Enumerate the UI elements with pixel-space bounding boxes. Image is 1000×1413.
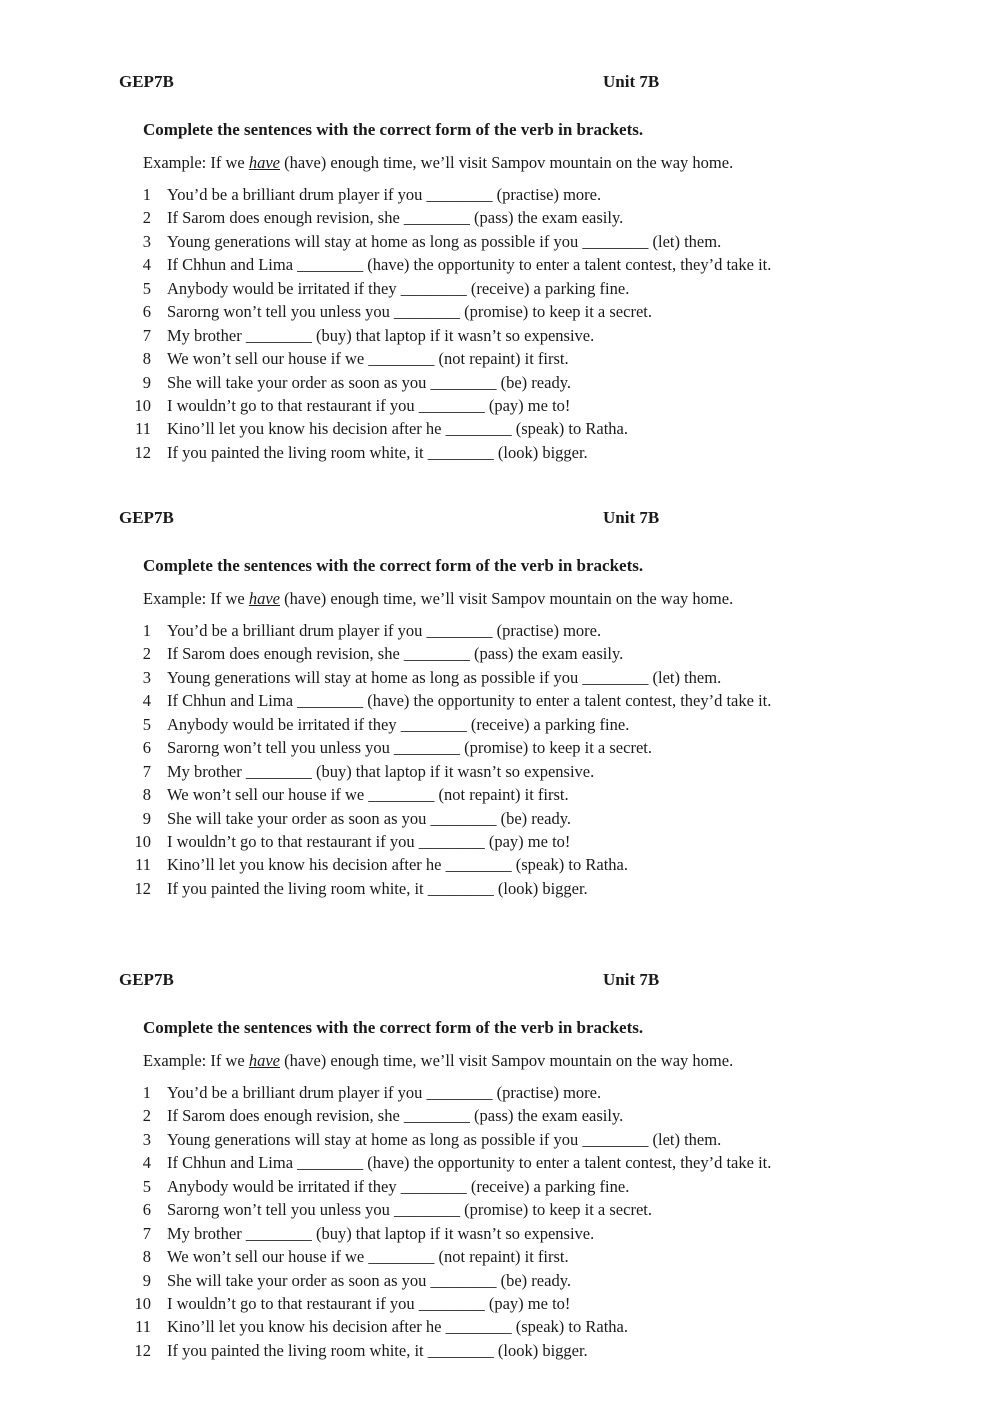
exercise-item [0,185,1000,208]
item-number: 8 [142,1247,151,1267]
exercise-item [0,208,1000,231]
example-answer: have [248,589,280,608]
course-code: GEP7B [119,72,174,91]
worksheet-2 [0,508,1000,898]
worksheet-3 [0,970,1000,1360]
worksheet-header [0,508,1000,532]
instruction: Complete the sentences with the correct form of the verb in brackets. [143,556,644,575]
item-sentence: Anybody would be irritated if they ________ (receive) a parking fine. [167,1176,630,1196]
item-number: 7 [142,1223,151,1243]
exercise-item [0,1224,1000,1247]
item-number: 3 [142,667,151,687]
item-sentence: Young generations will stay at home as long as possible if you ________ (let) them. [167,1129,722,1149]
item-number: 11 [135,855,151,875]
item-sentence: Anybody would be irritated if they ________ (receive) a parking fine. [167,714,630,734]
instruction: Complete the sentences with the correct form of the verb in brackets. [143,120,644,139]
item-sentence: If you painted the living room white, it ________ (look) bigger. [167,442,588,462]
exercise-list [0,621,1000,902]
example-before: Example: If we [143,153,249,172]
item-sentence: We won’t sell our house if we ________ (not repaint) it first. [167,349,569,369]
exercise-item [0,738,1000,761]
exercise-item [0,1247,1000,1270]
example-after: (have) enough time, we’ll visit Sampov mountain on the way home. [280,589,734,608]
item-sentence: My brother ________ (buy) that laptop if it wasn’t so expensive. [167,761,595,781]
exercise-item [0,1271,1000,1294]
item-sentence: Young generations will stay at home as long as possible if you ________ (let) them. [167,667,722,687]
item-number: 5 [142,278,151,298]
example-sentence [143,589,733,609]
item-sentence: Kino’ll let you know his decision after he ________ (speak) to Ratha. [167,1317,628,1337]
item-sentence: Sarorng won’t tell you unless you ________ (promise) to keep it a secret. [167,302,652,322]
item-sentence: She will take your order as soon as you ________ (be) ready. [167,808,572,828]
exercise-item [0,232,1000,255]
item-number: 4 [142,1153,151,1173]
exercise-item [0,832,1000,855]
worksheet-header [0,72,1000,96]
item-number: 2 [142,1106,151,1126]
item-number: 7 [142,761,151,781]
example-answer: have [248,153,280,172]
exercise-item [0,279,1000,302]
course-code: GEP7B [119,508,174,527]
exercise-item [0,762,1000,785]
item-number: 11 [135,419,151,439]
item-sentence: I wouldn’t go to that restaurant if you ________ (pay) me to! [167,831,571,851]
item-number: 1 [142,185,151,204]
exercise-item [0,443,1000,466]
exercise-item [0,326,1000,349]
item-number: 8 [142,785,151,805]
exercise-item [0,621,1000,644]
exercise-item [0,1341,1000,1364]
item-number: 3 [142,1129,151,1149]
exercise-item [0,1317,1000,1340]
exercise-item [0,419,1000,442]
exercise-item [0,785,1000,808]
item-sentence: My brother ________ (buy) that laptop if it wasn’t so expensive. [167,325,595,345]
item-sentence: Kino’ll let you know his decision after he ________ (speak) to Ratha. [167,855,628,875]
item-number: 2 [142,208,151,228]
item-sentence: Young generations will stay at home as long as possible if you ________ (let) them. [167,231,722,251]
item-number: 10 [134,1293,151,1313]
exercise-item [0,255,1000,278]
exercise-item [0,396,1000,419]
exercise-item [0,1200,1000,1223]
exercise-item [0,349,1000,372]
exercise-item [0,691,1000,714]
item-number: 10 [134,395,151,415]
item-number: 12 [134,442,151,462]
item-number: 5 [142,1176,151,1196]
exercise-item [0,1083,1000,1106]
item-sentence: If Chhun and Lima ________ (have) the opportunity to enter a talent contest, they’d take it. [167,691,772,711]
item-number: 6 [142,738,151,758]
item-number: 9 [142,1270,151,1290]
item-sentence: You’d be a brilliant drum player if you ________ (practise) more. [167,1083,602,1102]
exercise-item [0,1294,1000,1317]
worksheet-1 [0,72,1000,462]
exercise-item [0,809,1000,832]
item-number: 2 [142,644,151,664]
item-sentence: We won’t sell our house if we ________ (not repaint) it first. [167,1247,569,1267]
item-sentence: We won’t sell our house if we ________ (not repaint) it first. [167,785,569,805]
exercise-item [0,1177,1000,1200]
exercise-item [0,1106,1000,1129]
exercise-list [0,1083,1000,1364]
item-sentence: I wouldn’t go to that restaurant if you ________ (pay) me to! [167,1293,571,1313]
example-before: Example: If we [143,1051,249,1070]
example-after: (have) enough time, we’ll visit Sampov mountain on the way home. [280,153,734,172]
course-code: GEP7B [119,970,174,989]
item-number: 8 [142,349,151,369]
item-sentence: If Chhun and Lima ________ (have) the opportunity to enter a talent contest, they’d take it. [167,255,772,275]
example-after: (have) enough time, we’ll visit Sampov mountain on the way home. [280,1051,734,1070]
item-sentence: You’d be a brilliant drum player if you ________ (practise) more. [167,621,602,640]
item-number: 9 [142,808,151,828]
item-number: 5 [142,714,151,734]
instruction: Complete the sentences with the correct form of the verb in brackets. [143,1018,644,1037]
exercise-item [0,879,1000,902]
exercise-item [0,373,1000,396]
item-sentence: If Sarom does enough revision, she ________ (pass) the exam easily. [167,1106,624,1126]
example-sentence [143,153,733,173]
item-sentence: If Sarom does enough revision, she ________ (pass) the exam easily. [167,644,624,664]
exercise-list [0,185,1000,466]
item-number: 6 [142,302,151,322]
example-answer: have [248,1051,280,1070]
item-sentence: Anybody would be irritated if they ________ (receive) a parking fine. [167,278,630,298]
item-number: 4 [142,255,151,275]
exercise-item [0,668,1000,691]
item-number: 7 [142,325,151,345]
item-sentence: You’d be a brilliant drum player if you ________ (practise) more. [167,185,602,204]
item-number: 12 [134,1340,151,1360]
item-sentence: She will take your order as soon as you ________ (be) ready. [167,372,572,392]
item-sentence: Kino’ll let you know his decision after he ________ (speak) to Ratha. [167,419,628,439]
example-sentence [143,1051,733,1071]
exercise-item [0,302,1000,325]
exercise-item [0,1153,1000,1176]
item-number: 9 [142,372,151,392]
item-number: 10 [134,831,151,851]
item-number: 12 [134,878,151,898]
worksheet-header [0,970,1000,994]
unit-title: Unit 7B [603,72,660,91]
exercise-item [0,1130,1000,1153]
unit-title: Unit 7B [603,508,660,527]
exercise-item [0,855,1000,878]
item-sentence: I wouldn’t go to that restaurant if you ________ (pay) me to! [167,395,571,415]
exercise-item [0,715,1000,738]
item-number: 6 [142,1200,151,1220]
item-number: 1 [142,1083,151,1102]
exercise-item [0,644,1000,667]
item-sentence: If you painted the living room white, it ________ (look) bigger. [167,878,588,898]
item-number: 4 [142,691,151,711]
item-sentence: If you painted the living room white, it ________ (look) bigger. [167,1340,588,1360]
item-sentence: My brother ________ (buy) that laptop if it wasn’t so expensive. [167,1223,595,1243]
item-number: 11 [135,1317,151,1337]
item-sentence: If Chhun and Lima ________ (have) the opportunity to enter a talent contest, they’d take it. [167,1153,772,1173]
item-sentence: Sarorng won’t tell you unless you ________ (promise) to keep it a secret. [167,1200,652,1220]
item-sentence: She will take your order as soon as you ________ (be) ready. [167,1270,572,1290]
item-sentence: If Sarom does enough revision, she ________ (pass) the exam easily. [167,208,624,228]
example-before: Example: If we [143,589,249,608]
item-sentence: Sarorng won’t tell you unless you ________ (promise) to keep it a secret. [167,738,652,758]
unit-title: Unit 7B [603,970,660,989]
item-number: 1 [142,621,151,640]
item-number: 3 [142,231,151,251]
